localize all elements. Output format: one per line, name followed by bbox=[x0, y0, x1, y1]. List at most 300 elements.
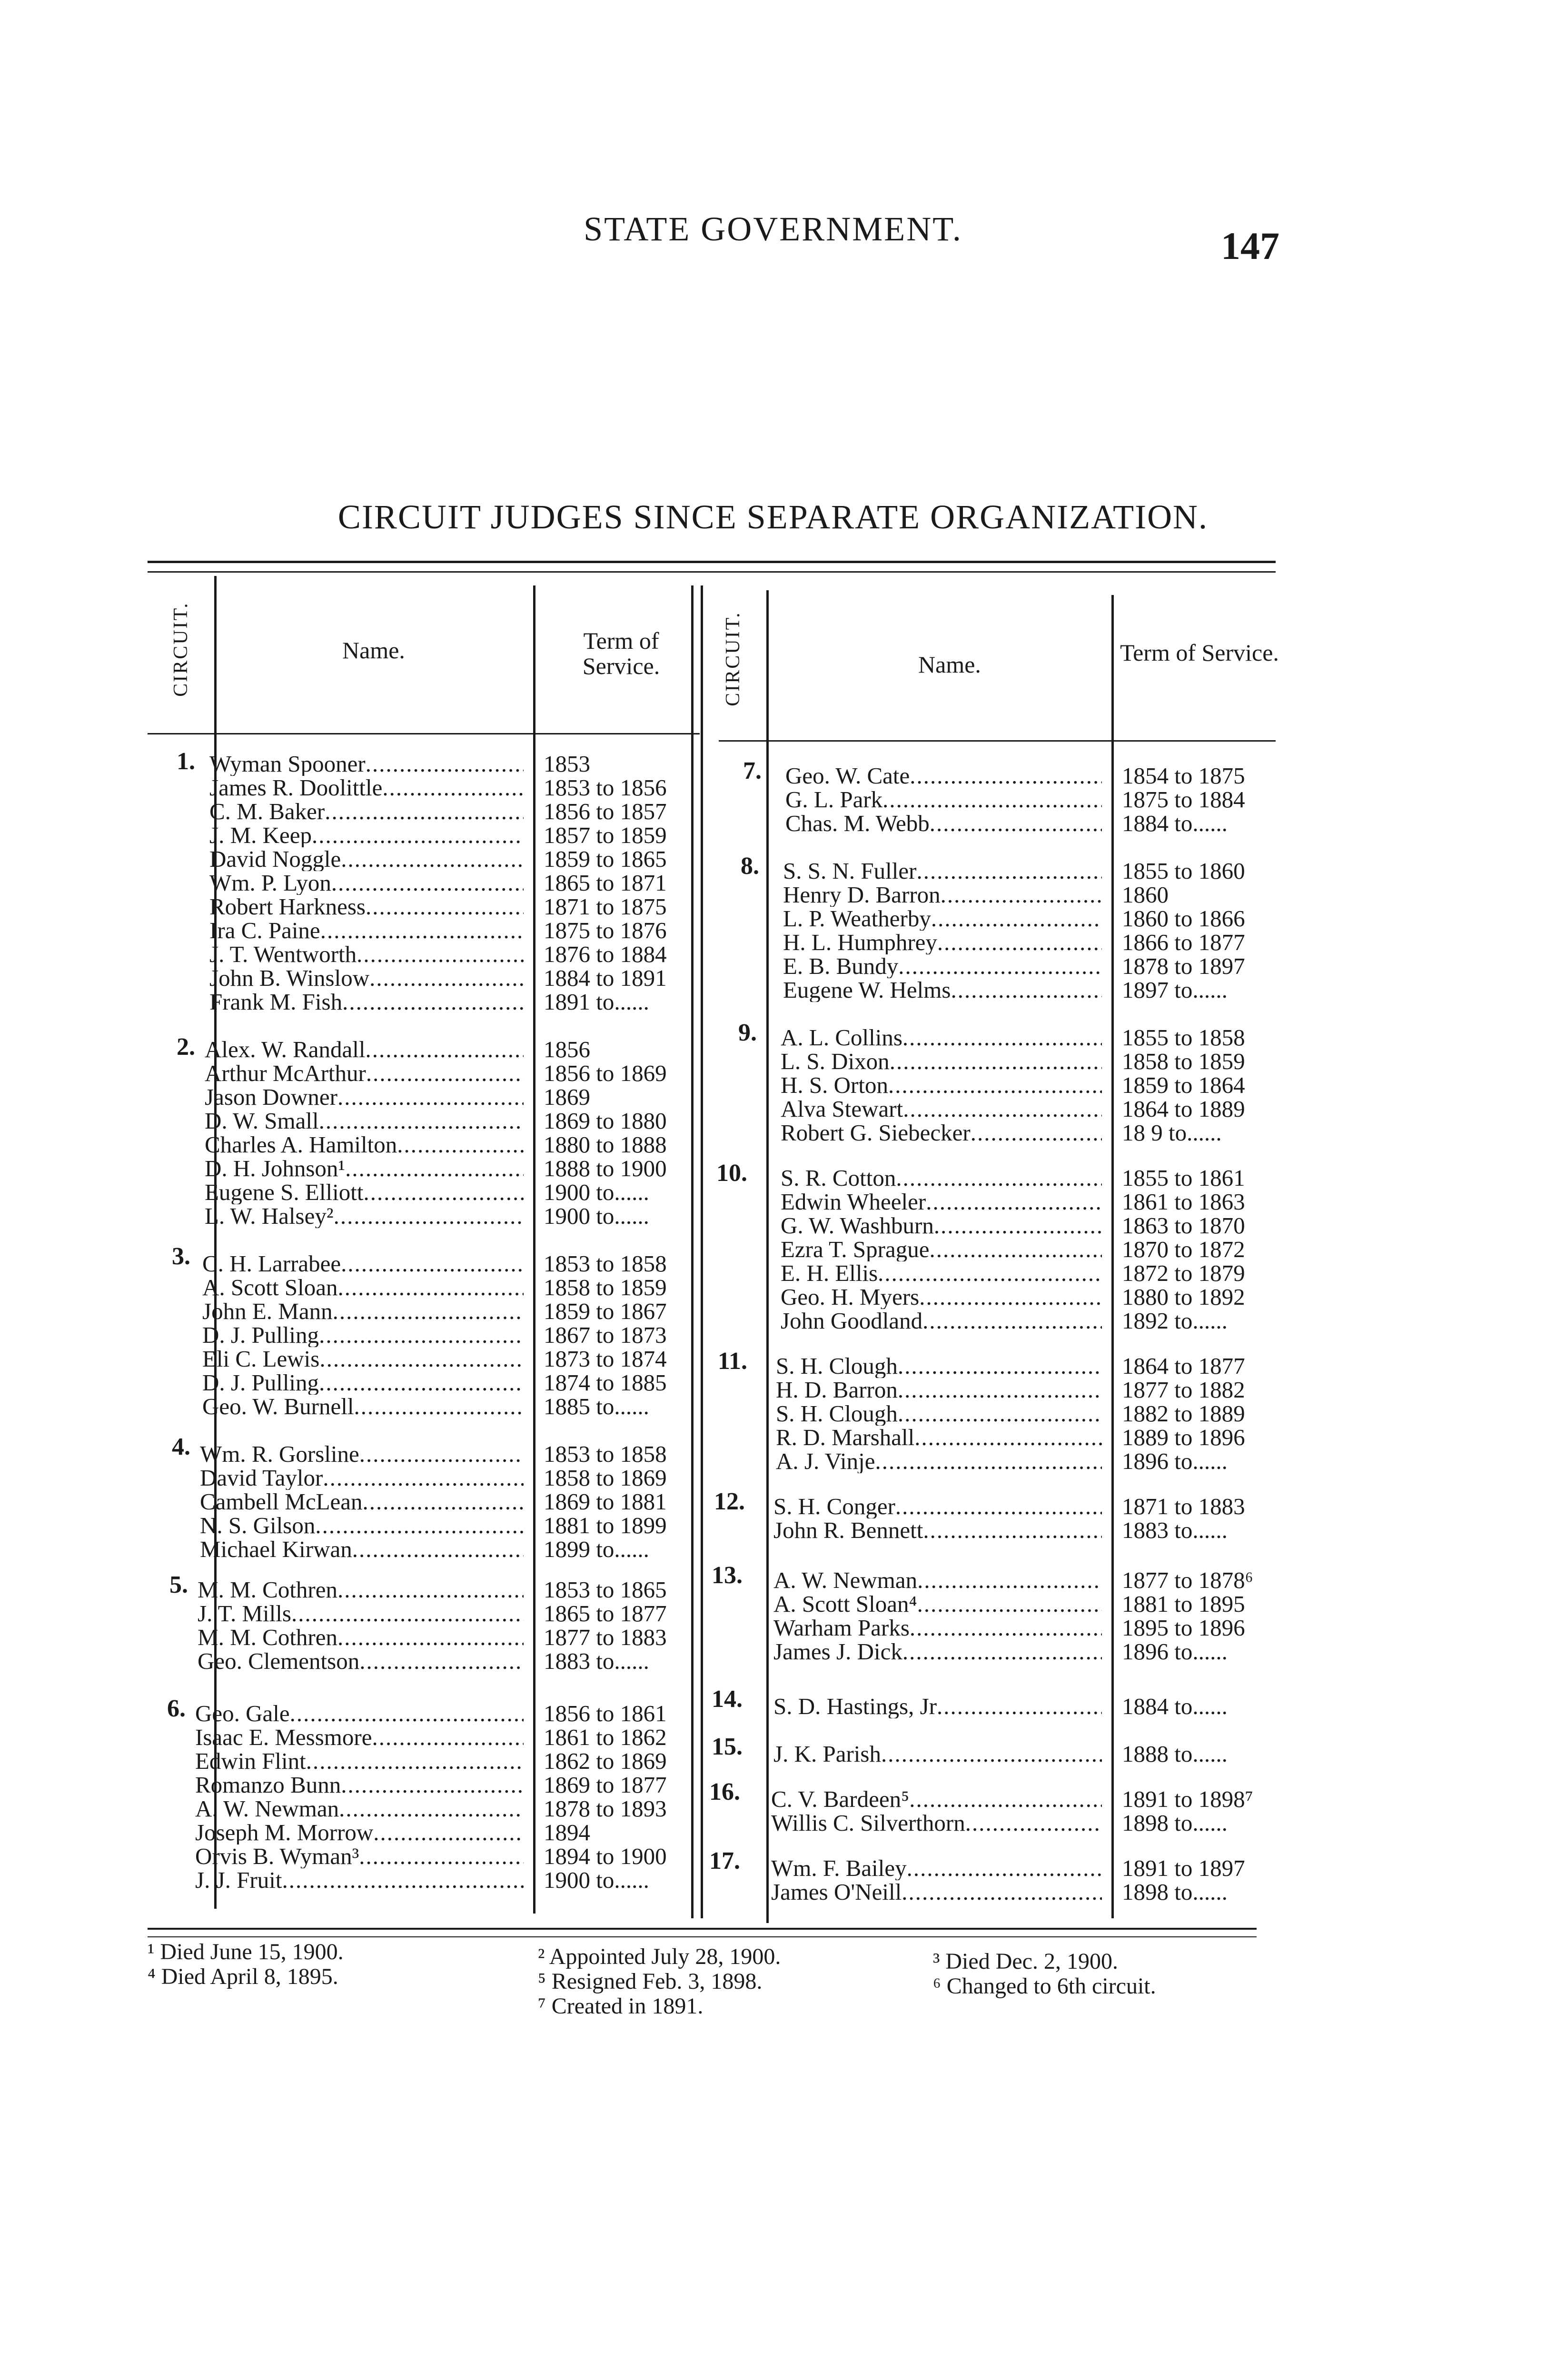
table-bottom-rule bbox=[148, 1928, 1257, 1930]
judge-name: Willis C. Silverthorn bbox=[771, 1811, 965, 1835]
judge-row bbox=[773, 1695, 1228, 1718]
circuit-group-6 bbox=[195, 1702, 667, 1892]
circuit-group-17 bbox=[771, 1856, 1245, 1904]
judge-row bbox=[195, 1702, 667, 1726]
circuit-number: 17. bbox=[709, 1847, 740, 1874]
judge-term: 1869 to 1880 bbox=[544, 1108, 667, 1134]
judge-term: 1884 to 1891 bbox=[544, 965, 667, 991]
judge-row bbox=[195, 1773, 667, 1797]
judge-row bbox=[781, 1097, 1245, 1121]
judge-row bbox=[773, 1518, 1245, 1542]
judge-name: S. H. Conger bbox=[773, 1495, 895, 1518]
judge-term: 1855 to 1858 bbox=[1122, 1024, 1245, 1051]
judge-name: Eugene W. Helms bbox=[783, 978, 951, 1002]
judge-row bbox=[198, 1578, 667, 1602]
judge-term: 1853 bbox=[544, 751, 590, 777]
judge-row bbox=[771, 1880, 1245, 1904]
circuit-number: 5. bbox=[169, 1571, 188, 1598]
judge-name: Edwin Flint bbox=[195, 1749, 306, 1773]
judge-name: M. M. Cothren bbox=[198, 1578, 337, 1602]
judge-name: Romanzo Bunn bbox=[195, 1773, 341, 1797]
judge-row bbox=[205, 1133, 667, 1157]
circuit-group-1 bbox=[209, 752, 667, 1014]
judge-row bbox=[209, 942, 667, 966]
judge-row bbox=[195, 1868, 667, 1892]
judge-name: D. H. Johnson¹ bbox=[205, 1157, 346, 1180]
circuit-number: 7. bbox=[743, 757, 762, 784]
circuit-number: 14. bbox=[712, 1686, 743, 1713]
judge-term: 1862 to 1869 bbox=[544, 1748, 667, 1774]
judge-term: 1853 to 1865 bbox=[544, 1577, 667, 1603]
judge-row bbox=[783, 931, 1245, 954]
judge-term: 1860 to 1866 bbox=[1122, 905, 1245, 932]
judge-term: 1856 to 1869 bbox=[544, 1060, 667, 1086]
judge-name: A. W. Newman bbox=[773, 1568, 918, 1592]
judge-term: 18 9 to...... bbox=[1122, 1120, 1222, 1146]
judge-term: 1853 to 1858 bbox=[544, 1250, 667, 1277]
judge-row bbox=[205, 1085, 667, 1109]
judge-term: 1898 to...... bbox=[1122, 1810, 1228, 1836]
judge-row bbox=[781, 1121, 1245, 1145]
judge-term: 1854 to 1875 bbox=[1122, 763, 1245, 789]
judge-row bbox=[200, 1537, 667, 1561]
judge-term: 1900 to...... bbox=[544, 1203, 649, 1229]
judge-term: 1859 to 1867 bbox=[544, 1298, 667, 1324]
table-title: CIRCUIT JUDGES SINCE SEPARATE ORGANIZATION. bbox=[337, 498, 1209, 536]
circuit-number: 10. bbox=[716, 1160, 747, 1187]
judge-name: C. V. Bardeen⁵ bbox=[771, 1787, 910, 1811]
judge-term: 1870 to 1872 bbox=[1122, 1236, 1245, 1262]
judge-row bbox=[781, 1190, 1245, 1214]
judge-name: H. D. Barron bbox=[776, 1378, 898, 1402]
judge-row bbox=[209, 752, 667, 776]
circuit-number: 3. bbox=[172, 1243, 190, 1270]
judge-term: 1880 to 1892 bbox=[1122, 1284, 1245, 1310]
judge-term: 1877 to 1883 bbox=[544, 1624, 667, 1650]
judge-row bbox=[773, 1495, 1245, 1518]
judge-term: 1869 to 1877 bbox=[544, 1772, 667, 1798]
judge-row bbox=[785, 812, 1245, 835]
judge-row bbox=[205, 1038, 667, 1061]
judge-term: 1863 to 1870 bbox=[1122, 1212, 1245, 1239]
judge-term: 1864 to 1877 bbox=[1122, 1353, 1245, 1379]
circuit-group-4 bbox=[200, 1442, 667, 1561]
circuit-number: 13. bbox=[712, 1562, 743, 1589]
judge-row bbox=[195, 1726, 667, 1749]
circuit-number: 15. bbox=[712, 1733, 743, 1760]
judge-term: 1853 to 1858 bbox=[544, 1441, 667, 1467]
judge-row bbox=[198, 1649, 667, 1673]
judge-term: 1900 to...... bbox=[544, 1867, 649, 1893]
judge-name: H. L. Humphrey bbox=[783, 931, 937, 954]
judge-name: J. T. Wentworth bbox=[209, 942, 357, 966]
judge-name: Wm. P. Lyon bbox=[209, 871, 331, 895]
judge-term: 1860 bbox=[1122, 882, 1169, 908]
judge-name: S. H. Clough bbox=[776, 1402, 898, 1426]
judge-name: James R. Doolittle bbox=[209, 776, 383, 800]
judge-row bbox=[785, 764, 1245, 788]
judge-row bbox=[771, 1787, 1253, 1811]
header-bottom-rule-right bbox=[719, 740, 1276, 742]
judge-row bbox=[205, 1061, 667, 1085]
judge-row bbox=[209, 871, 667, 895]
circuit-group-9 bbox=[781, 1026, 1245, 1145]
judge-term: 1884 to...... bbox=[1122, 1693, 1228, 1719]
judge-name: C. M. Baker bbox=[209, 800, 325, 823]
judge-name: Warham Parks bbox=[773, 1616, 910, 1640]
judge-name: D. W. Small bbox=[205, 1109, 319, 1133]
judge-name: Robert Harkness bbox=[209, 895, 366, 919]
circuit-number: 4. bbox=[172, 1433, 190, 1460]
judge-name: David Taylor bbox=[200, 1466, 323, 1490]
judge-term: 1891 to 1897 bbox=[1122, 1855, 1245, 1881]
judge-row bbox=[783, 859, 1245, 883]
judge-term: 1865 to 1877 bbox=[544, 1600, 667, 1626]
judge-term: 1880 to 1888 bbox=[544, 1131, 667, 1158]
circuit-group-14 bbox=[773, 1695, 1228, 1718]
judge-term: 1871 to 1883 bbox=[1122, 1493, 1245, 1519]
judge-row bbox=[776, 1449, 1245, 1473]
judge-term: 1897 to...... bbox=[1122, 977, 1228, 1003]
judge-row bbox=[209, 800, 667, 823]
judge-name: H. S. Orton bbox=[781, 1073, 888, 1097]
judge-term: 1881 to 1895 bbox=[1122, 1591, 1245, 1617]
judge-term: 1869 bbox=[544, 1084, 590, 1110]
divider-circuit-name-right bbox=[766, 590, 769, 1923]
judge-name: J. M. Keep bbox=[209, 823, 312, 847]
judge-name: Orvis B. Wyman³ bbox=[195, 1844, 359, 1868]
judge-row bbox=[773, 1742, 1228, 1766]
judge-name: Chas. M. Webb bbox=[785, 812, 930, 835]
judge-row bbox=[202, 1347, 667, 1371]
footnote: ⁵ Resigned Feb. 3, 1898. bbox=[538, 1969, 763, 1994]
judge-name: S. S. N. Fuller bbox=[783, 859, 917, 883]
judge-row bbox=[773, 1568, 1253, 1592]
term-header-left: Term of Service. bbox=[582, 627, 660, 679]
judge-name: S. R. Cotton bbox=[781, 1166, 896, 1190]
judge-term: 1896 to...... bbox=[1122, 1448, 1228, 1474]
judge-term: 1855 to 1860 bbox=[1122, 858, 1245, 884]
judge-term: 1885 to...... bbox=[544, 1393, 649, 1419]
judge-row bbox=[781, 1050, 1245, 1073]
judge-name: L. S. Dixon bbox=[781, 1050, 890, 1073]
judge-term: 1858 to 1869 bbox=[544, 1465, 667, 1491]
judge-row bbox=[202, 1252, 667, 1276]
judge-term: 1876 to 1884 bbox=[544, 941, 667, 967]
judge-term: 1877 to 1882 bbox=[1122, 1377, 1245, 1403]
judge-name: M. M. Cothren bbox=[198, 1626, 337, 1649]
judge-row bbox=[200, 1514, 667, 1537]
footnote: ¹ Died June 15, 1900. bbox=[148, 1939, 344, 1964]
judge-row bbox=[200, 1466, 667, 1490]
judge-name: L. W. Halsey² bbox=[205, 1204, 334, 1228]
divider-center-b bbox=[701, 585, 703, 1918]
judge-row bbox=[773, 1640, 1253, 1664]
header-bottom-rule-left bbox=[148, 733, 700, 734]
circuit-group-13 bbox=[773, 1568, 1253, 1664]
circuit-group-3 bbox=[202, 1252, 667, 1418]
judge-name: S. D. Hastings, Jr bbox=[773, 1695, 937, 1718]
judge-term: 1858 to 1859 bbox=[544, 1274, 667, 1300]
judge-row bbox=[781, 1285, 1245, 1309]
judge-term: 1900 to...... bbox=[544, 1179, 649, 1205]
footnotes-col-1 bbox=[148, 1940, 344, 1989]
circuit-group-7 bbox=[785, 764, 1245, 835]
judge-term: 1877 to 1878⁶ bbox=[1122, 1567, 1253, 1593]
judge-name: A. Scott Sloan⁴ bbox=[773, 1592, 917, 1616]
name-header-right: Name. bbox=[918, 651, 981, 678]
judge-term: 1898 to...... bbox=[1122, 1879, 1228, 1905]
circuit-number: 9. bbox=[738, 1019, 757, 1046]
judge-term: 1855 to 1861 bbox=[1122, 1165, 1245, 1191]
judge-row bbox=[781, 1261, 1245, 1285]
judge-row bbox=[202, 1395, 667, 1418]
judge-term: 1896 to...... bbox=[1122, 1638, 1228, 1665]
circuit-group-8 bbox=[783, 859, 1245, 1002]
footnote: ⁶ Changed to 6th circuit. bbox=[933, 1973, 1156, 1999]
judge-name: Alex. W. Randall bbox=[205, 1038, 366, 1061]
judge-name: Geo. Clementson bbox=[198, 1649, 360, 1673]
judge-row bbox=[781, 1026, 1245, 1050]
judge-term: 1859 to 1865 bbox=[544, 846, 667, 872]
judge-term: 1891 to...... bbox=[544, 989, 649, 1015]
judge-name: G. L. Park bbox=[785, 788, 883, 812]
judge-term: 1861 to 1862 bbox=[544, 1724, 667, 1750]
judge-row bbox=[209, 823, 667, 847]
table-bottom-rule-2 bbox=[148, 1936, 1257, 1937]
circuit-number: 12. bbox=[714, 1488, 745, 1515]
judge-row bbox=[200, 1442, 667, 1466]
circuit-group-5 bbox=[198, 1578, 667, 1673]
judge-row bbox=[781, 1238, 1245, 1261]
judge-term: 1853 to 1856 bbox=[544, 774, 667, 801]
judge-term: 1858 to 1859 bbox=[1122, 1048, 1245, 1074]
judge-row bbox=[781, 1214, 1245, 1238]
judge-row bbox=[209, 919, 667, 942]
judge-name: J. K. Parish bbox=[773, 1742, 881, 1766]
judge-term: 1884 to...... bbox=[1122, 810, 1228, 836]
judge-term: 1878 to 1893 bbox=[544, 1795, 667, 1822]
judge-name: A. J. Vinje bbox=[776, 1449, 875, 1473]
judge-term: 1867 to 1873 bbox=[544, 1322, 667, 1348]
footnote: ² Appointed July 28, 1900. bbox=[538, 1944, 781, 1969]
judge-row bbox=[785, 788, 1245, 812]
judge-name: C. H. Larrabee bbox=[202, 1252, 341, 1276]
judge-name: G. W. Washburn bbox=[781, 1214, 934, 1238]
table-top-rule bbox=[148, 561, 1276, 563]
judge-name: E. B. Bundy bbox=[783, 954, 899, 978]
judge-row bbox=[205, 1109, 667, 1133]
judge-term: 1883 to...... bbox=[1122, 1517, 1228, 1543]
judge-name: Alva Stewart bbox=[781, 1097, 903, 1121]
judge-row bbox=[198, 1626, 667, 1649]
judge-name: D. J. Pulling bbox=[202, 1371, 319, 1395]
judge-term: 1891 to 1898⁷ bbox=[1122, 1786, 1253, 1812]
judge-row bbox=[783, 954, 1245, 978]
judge-term: 1856 to 1861 bbox=[544, 1700, 667, 1726]
judge-name: Geo. Gale bbox=[195, 1702, 290, 1726]
judge-term: 1894 bbox=[544, 1819, 590, 1845]
circuit-group-16 bbox=[771, 1787, 1253, 1835]
judge-term: 1857 to 1859 bbox=[544, 822, 667, 848]
footnote: ⁷ Created in 1891. bbox=[538, 1993, 704, 2019]
judge-row bbox=[209, 990, 667, 1014]
judge-term: 1865 to 1871 bbox=[544, 870, 667, 896]
judge-name: R. D. Marshall bbox=[776, 1426, 915, 1449]
judge-row bbox=[205, 1180, 667, 1204]
judge-name: Arthur McArthur bbox=[205, 1061, 366, 1085]
judge-name: A. L. Collins bbox=[781, 1026, 902, 1050]
circuit-group-10 bbox=[781, 1166, 1245, 1333]
judge-name: John E. Mann bbox=[202, 1299, 333, 1323]
judge-term: 1878 to 1897 bbox=[1122, 953, 1245, 979]
running-head: STATE GOVERNMENT. bbox=[584, 210, 962, 248]
judge-term: 1861 to 1863 bbox=[1122, 1189, 1245, 1215]
judge-term: 1895 to 1896 bbox=[1122, 1615, 1245, 1641]
circuit-number: 2. bbox=[177, 1033, 195, 1061]
judge-term: 1869 to 1881 bbox=[544, 1488, 667, 1515]
judge-row bbox=[209, 847, 667, 871]
judge-row bbox=[781, 1309, 1245, 1333]
judge-name: Geo. H. Myers bbox=[781, 1285, 920, 1309]
judge-row bbox=[198, 1602, 667, 1626]
judge-name: Jason Downer bbox=[205, 1085, 337, 1109]
judge-name: John Goodland bbox=[781, 1309, 923, 1333]
judge-row bbox=[195, 1821, 667, 1844]
judge-term: 1871 to 1875 bbox=[544, 893, 667, 920]
judge-row bbox=[781, 1166, 1245, 1190]
judge-row bbox=[776, 1378, 1245, 1402]
judge-row bbox=[195, 1797, 667, 1821]
judge-name: James J. Dick bbox=[773, 1640, 902, 1664]
circuit-group-15 bbox=[773, 1742, 1228, 1766]
judge-name: James O'Neill bbox=[771, 1880, 902, 1904]
footnotes-col-3 bbox=[933, 1949, 1156, 1999]
judge-term: 1873 to 1874 bbox=[544, 1346, 667, 1372]
judge-name: John B. Winslow bbox=[209, 966, 370, 990]
judge-name: S. H. Clough bbox=[776, 1354, 898, 1378]
judge-name: Ezra T. Sprague bbox=[781, 1238, 930, 1261]
judge-name: D. J. Pulling bbox=[202, 1323, 319, 1347]
judge-row bbox=[771, 1856, 1245, 1880]
judge-term: 1875 to 1884 bbox=[1122, 786, 1245, 813]
judge-row bbox=[773, 1616, 1253, 1640]
judge-row bbox=[202, 1299, 667, 1323]
circuit-number: 6. bbox=[167, 1695, 186, 1722]
judge-term: 1859 to 1864 bbox=[1122, 1072, 1245, 1098]
judge-row bbox=[195, 1844, 667, 1868]
judge-term: 1866 to 1877 bbox=[1122, 929, 1245, 955]
judge-name: Geo. W. Cate bbox=[785, 764, 910, 788]
judge-row bbox=[776, 1402, 1245, 1426]
circuit-number: 16. bbox=[709, 1778, 740, 1805]
judge-term: 1888 to...... bbox=[1122, 1741, 1228, 1767]
judge-term: 1881 to 1899 bbox=[544, 1512, 667, 1538]
judge-term: 1856 bbox=[544, 1036, 590, 1062]
judge-term: 1864 to 1889 bbox=[1122, 1096, 1245, 1122]
judge-name: Michael Kirwan bbox=[200, 1537, 352, 1561]
judge-term: 1874 to 1885 bbox=[544, 1369, 667, 1396]
judge-term: 1894 to 1900 bbox=[544, 1843, 667, 1869]
judge-name: Cambell McLean bbox=[200, 1490, 363, 1514]
judge-term: 1856 to 1857 bbox=[544, 798, 667, 824]
judge-row bbox=[783, 907, 1245, 931]
judge-name: Wm. F. Bailey bbox=[771, 1856, 907, 1880]
footnotes-col-2 bbox=[538, 1944, 781, 2019]
table-top-rule-2 bbox=[148, 571, 1276, 573]
judge-name: A. Scott Sloan bbox=[202, 1276, 338, 1299]
judge-row bbox=[195, 1749, 667, 1773]
judge-name: L. P. Weatherby bbox=[783, 907, 931, 931]
judge-name: Joseph M. Morrow bbox=[195, 1821, 374, 1844]
judge-row bbox=[781, 1073, 1245, 1097]
judge-row bbox=[205, 1204, 667, 1228]
page-number: 147 bbox=[1221, 224, 1279, 268]
judge-row bbox=[776, 1354, 1245, 1378]
judge-row bbox=[209, 776, 667, 800]
circuit-group-11 bbox=[776, 1354, 1245, 1473]
judge-term: 1875 to 1876 bbox=[544, 917, 667, 943]
judge-row bbox=[783, 978, 1245, 1002]
judge-row bbox=[783, 883, 1245, 907]
circuit-header-right: CIRCUIT. bbox=[722, 611, 744, 706]
judge-name: Robert G. Siebecker bbox=[781, 1121, 971, 1145]
judge-name: Isaac E. Messmore bbox=[195, 1726, 372, 1749]
judge-row bbox=[771, 1811, 1253, 1835]
judge-name: Wyman Spooner bbox=[209, 752, 366, 776]
judge-name: Ira C. Paine bbox=[209, 919, 320, 942]
judge-term: 1899 to...... bbox=[544, 1536, 649, 1562]
circuit-number: 11. bbox=[717, 1348, 747, 1375]
circuit-number: 8. bbox=[741, 853, 759, 880]
judge-row bbox=[205, 1157, 667, 1180]
judge-name: J. J. Fruit bbox=[195, 1868, 282, 1892]
circuit-header-left: CIRCUIT. bbox=[170, 602, 192, 697]
judge-term: 1872 to 1879 bbox=[1122, 1260, 1245, 1286]
judge-row bbox=[202, 1371, 667, 1395]
judge-row bbox=[202, 1323, 667, 1347]
judge-term: 1889 to 1896 bbox=[1122, 1424, 1245, 1450]
judge-name: Geo. W. Burnell bbox=[202, 1395, 354, 1418]
name-header-left: Name. bbox=[342, 637, 405, 664]
judge-name: Wm. R. Gorsline bbox=[200, 1442, 359, 1466]
judge-term: 1883 to...... bbox=[544, 1648, 649, 1674]
circuit-group-2 bbox=[205, 1038, 667, 1228]
circuit-group-12 bbox=[773, 1495, 1245, 1542]
judge-row bbox=[209, 966, 667, 990]
judge-name: N. S. Gilson bbox=[200, 1514, 316, 1537]
judge-name: J. T. Mills bbox=[198, 1602, 291, 1626]
judge-term: 1892 to...... bbox=[1122, 1308, 1228, 1334]
judge-term: 1888 to 1900 bbox=[544, 1155, 667, 1181]
divider-center-a bbox=[691, 585, 694, 1918]
judge-name: John R. Bennett bbox=[773, 1518, 923, 1542]
judge-name: Edwin Wheeler bbox=[781, 1190, 926, 1214]
judge-row bbox=[202, 1276, 667, 1299]
footnote: ³ Died Dec. 2, 1900. bbox=[933, 1949, 1118, 1974]
judge-row bbox=[773, 1592, 1253, 1616]
judge-name: Charles A. Hamilton bbox=[205, 1133, 397, 1157]
judge-name: Eugene S. Elliott bbox=[205, 1180, 364, 1204]
judge-name: Frank M. Fish bbox=[209, 990, 343, 1014]
judge-name: Eli C. Lewis bbox=[202, 1347, 320, 1371]
judge-name: David Noggle bbox=[209, 847, 341, 871]
judge-term: 1882 to 1889 bbox=[1122, 1400, 1245, 1427]
circuit-number: 1. bbox=[177, 748, 195, 775]
term-header-right: Term of Service. bbox=[1120, 639, 1279, 666]
judge-name: A. W. Newman bbox=[195, 1797, 339, 1821]
judge-row bbox=[776, 1426, 1245, 1449]
